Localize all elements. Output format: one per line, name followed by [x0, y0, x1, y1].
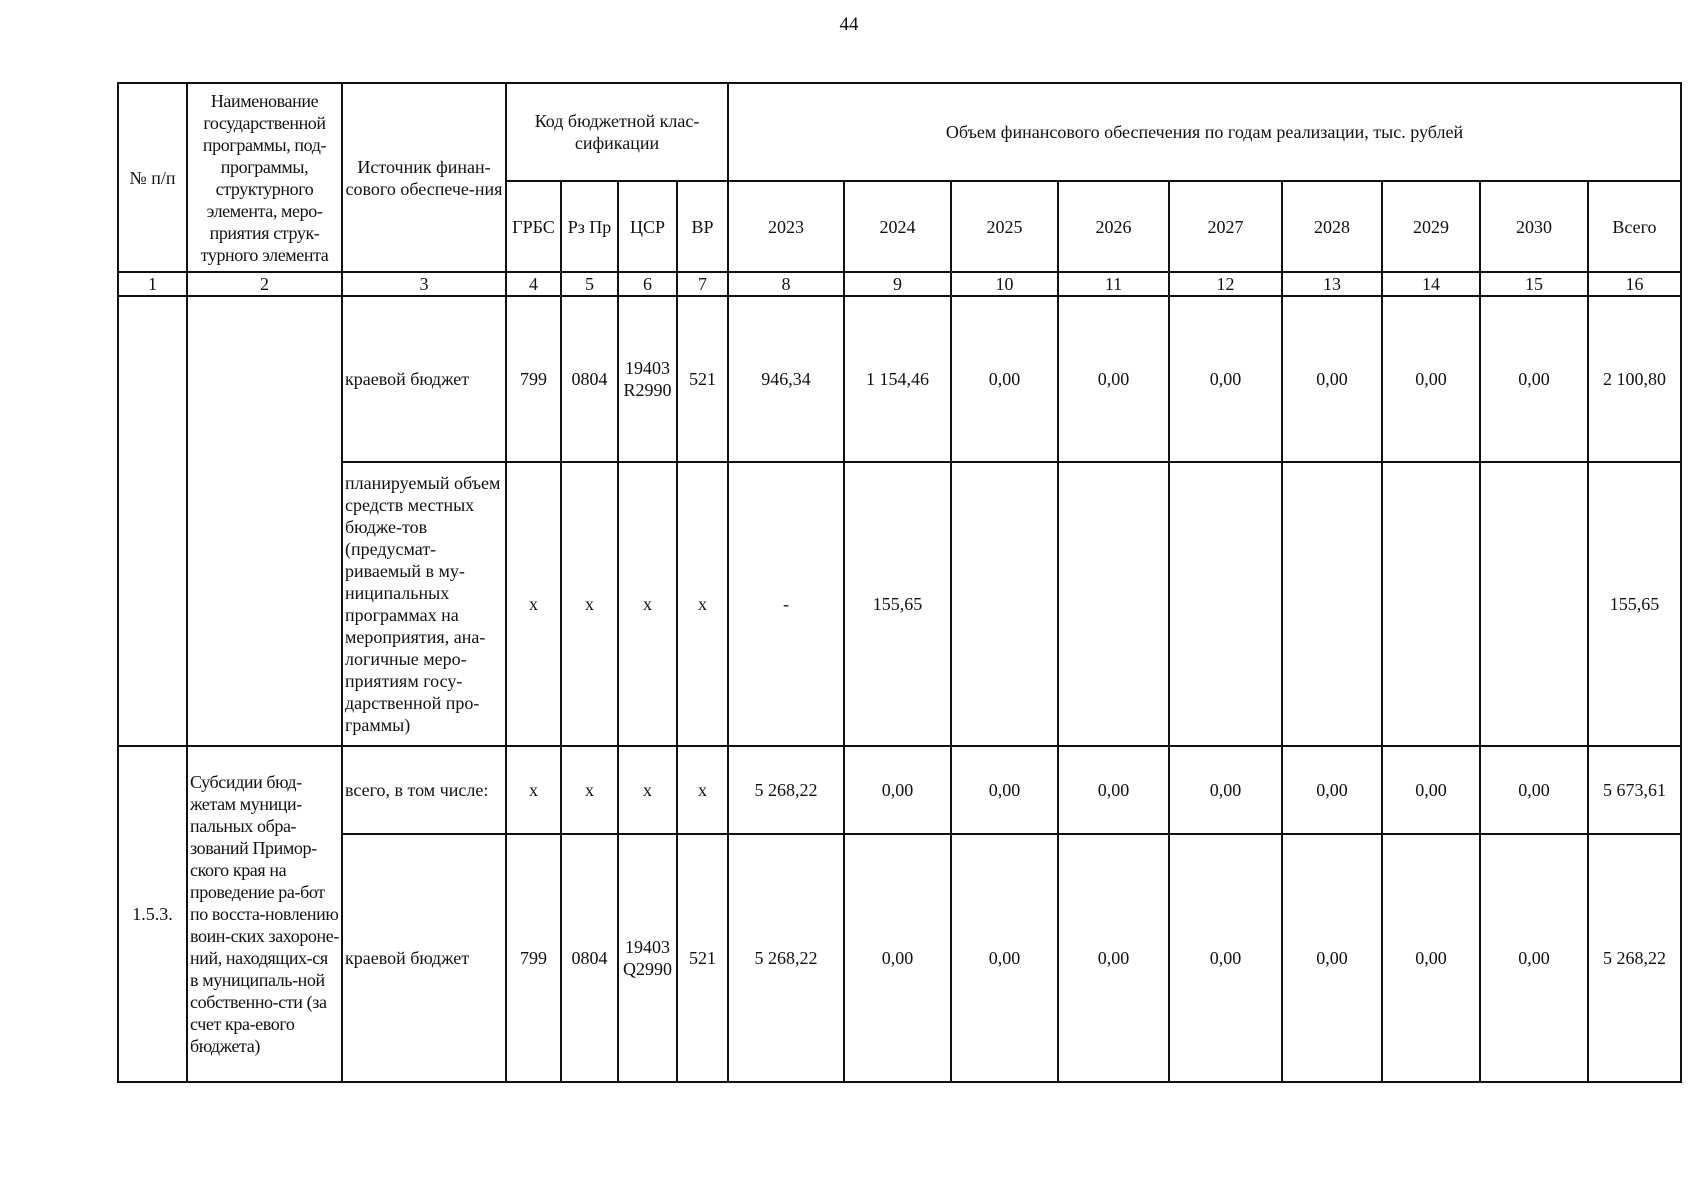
row-value-total: 5 673,61 [1588, 746, 1681, 834]
row-source: всего, в том числе: [342, 746, 506, 834]
header-year-2023: 2023 [728, 181, 844, 272]
row-value-2028: 0,00 [1282, 834, 1382, 1082]
header-source: Источник финан-сового обеспече-ния [342, 83, 506, 272]
row-csr: 19403 Q2990 [618, 834, 677, 1082]
row-num [118, 296, 187, 746]
header-row-1 [118, 83, 1681, 181]
row-rzpr: 0804 [561, 834, 618, 1082]
row-value-2025: 0,00 [951, 746, 1058, 834]
header-rzpr: Рз Пр [561, 181, 618, 272]
row-source: краевой бюджет [342, 296, 506, 462]
row-value-2026: 0,00 [1058, 746, 1169, 834]
row-value-2024: 0,00 [844, 746, 951, 834]
page-number: 44 [839, 14, 859, 35]
row-csr: x [618, 462, 677, 746]
col-number: 1 [118, 272, 187, 296]
row-grbs: 799 [506, 296, 561, 462]
table-row [118, 746, 1681, 834]
row-vr: 521 [677, 834, 728, 1082]
row-value-2026 [1058, 462, 1169, 746]
row-value-2029: 0,00 [1382, 296, 1480, 462]
row-value-2030 [1480, 462, 1588, 746]
col-number: 3 [342, 272, 506, 296]
row-vr: x [677, 462, 728, 746]
col-number: 15 [1480, 272, 1588, 296]
table-row [118, 834, 1681, 1082]
row-source: планируемый объем средств местных бюдже-тов (предусмат-риваемый в му-ниципальных программах на мероприятия, ана-логичные меро-приятиям госу-дарственной про-граммы) [342, 462, 506, 746]
col-number: 10 [951, 272, 1058, 296]
row-num: 1.5.3. [118, 746, 187, 1082]
header-csr: ЦСР [618, 181, 677, 272]
row-value-2027: 0,00 [1169, 296, 1282, 462]
header-total: Всего [1588, 181, 1681, 272]
row-value-2024: 1 154,46 [844, 296, 951, 462]
row-value-2029: 0,00 [1382, 746, 1480, 834]
row-value-2023: - [728, 462, 844, 746]
row-value-2024: 155,65 [844, 462, 951, 746]
header-grbs: ГРБС [506, 181, 561, 272]
header-num: № п/п [118, 83, 187, 272]
row-value-2027 [1169, 462, 1282, 746]
col-number: 2 [187, 272, 342, 296]
row-grbs: 799 [506, 834, 561, 1082]
header-year-2027: 2027 [1169, 181, 1282, 272]
header-vr: ВР [677, 181, 728, 272]
row-value-2025: 0,00 [951, 834, 1058, 1082]
header-year-2026: 2026 [1058, 181, 1169, 272]
row-value-2023: 5 268,22 [728, 746, 844, 834]
row-value-2025 [951, 462, 1058, 746]
row-source: краевой бюджет [342, 834, 506, 1082]
row-value-2027: 0,00 [1169, 746, 1282, 834]
col-number: 14 [1382, 272, 1480, 296]
row-value-2026: 0,00 [1058, 834, 1169, 1082]
row-value-2027: 0,00 [1169, 834, 1282, 1082]
row-value-total: 155,65 [1588, 462, 1681, 746]
row-value-2028: 0,00 [1282, 746, 1382, 834]
row-value-2030: 0,00 [1480, 746, 1588, 834]
row-value-2026: 0,00 [1058, 296, 1169, 462]
col-number: 16 [1588, 272, 1681, 296]
row-vr: x [677, 746, 728, 834]
row-csr: 19403 R2990 [618, 296, 677, 462]
financing-table [117, 82, 1682, 1083]
row-value-2030: 0,00 [1480, 296, 1588, 462]
row-name [187, 296, 342, 746]
row-value-2029 [1382, 462, 1480, 746]
header-year-2025: 2025 [951, 181, 1058, 272]
row-name: Субсидии бюд-жетам муници-пальных обра-зований Примор-ского края на проведение ра-бот по восста-новлению воин-ских захороне-ний, находящих-ся в муниципаль-ной собственно-сти (за счет кра-евого бюджета) [187, 746, 342, 1082]
column-numbers-row [118, 272, 1681, 296]
row-vr: 521 [677, 296, 728, 462]
row-grbs: x [506, 462, 561, 746]
col-number: 9 [844, 272, 951, 296]
col-number: 13 [1282, 272, 1382, 296]
header-year-2024: 2024 [844, 181, 951, 272]
row-value-2023: 5 268,22 [728, 834, 844, 1082]
header-name: Наименование государственной программы, под-программы, структурного элемента, меро-приятия струк-турного элемента [187, 83, 342, 272]
row-value-2028: 0,00 [1282, 296, 1382, 462]
row-rzpr: x [561, 746, 618, 834]
table-row [118, 462, 1681, 746]
header-year-2030: 2030 [1480, 181, 1588, 272]
row-value-total: 5 268,22 [1588, 834, 1681, 1082]
row-value-2029: 0,00 [1382, 834, 1480, 1082]
col-number: 5 [561, 272, 618, 296]
col-number: 6 [618, 272, 677, 296]
col-number: 12 [1169, 272, 1282, 296]
row-value-2028 [1282, 462, 1382, 746]
row-value-2025: 0,00 [951, 296, 1058, 462]
row-value-2030: 0,00 [1480, 834, 1588, 1082]
header-funding: Объем финансового обеспечения по годам реализации, тыс. рублей [728, 83, 1681, 181]
header-year-2028: 2028 [1282, 181, 1382, 272]
row-value-2023: 946,34 [728, 296, 844, 462]
col-number: 4 [506, 272, 561, 296]
row-rzpr: 0804 [561, 296, 618, 462]
col-number: 8 [728, 272, 844, 296]
table-row [118, 296, 1681, 462]
header-budget-code: Код бюджетной клас-сификации [506, 83, 728, 181]
col-number: 7 [677, 272, 728, 296]
row-value-total: 2 100,80 [1588, 296, 1681, 462]
row-value-2024: 0,00 [844, 834, 951, 1082]
col-number: 11 [1058, 272, 1169, 296]
row-csr: x [618, 746, 677, 834]
row-grbs: x [506, 746, 561, 834]
header-year-2029: 2029 [1382, 181, 1480, 272]
row-rzpr: x [561, 462, 618, 746]
